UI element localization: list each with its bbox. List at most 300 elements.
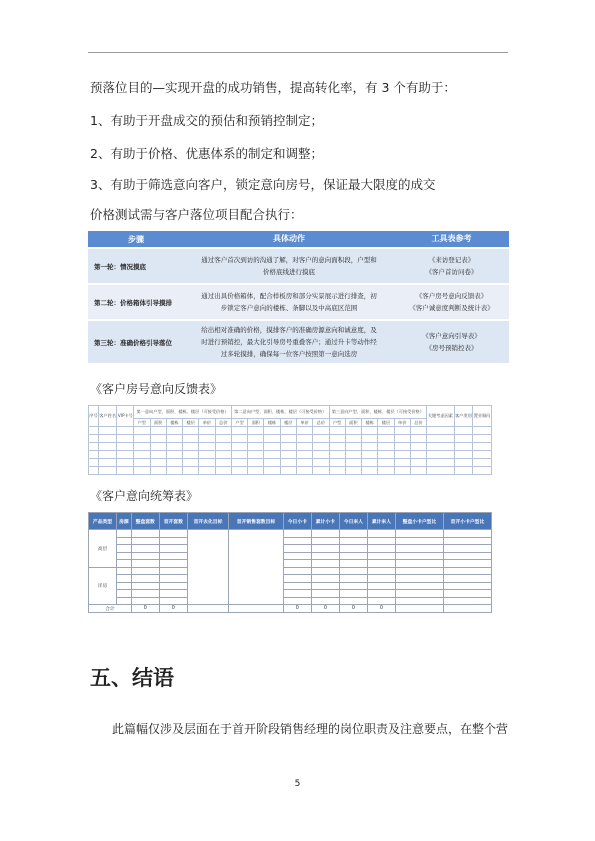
table-cell: [183, 427, 199, 435]
table-cell: [313, 459, 329, 467]
total-cell: 0: [311, 605, 339, 613]
table-cell: [117, 545, 132, 553]
table-cell: [311, 582, 339, 590]
table-row: [89, 451, 492, 459]
fb-header: 客户姓名: [98, 406, 117, 427]
table-cell: [345, 443, 361, 451]
table-cell: [248, 427, 264, 435]
table-cell: [159, 597, 187, 605]
table-cell: [454, 459, 473, 467]
table-row: [89, 552, 492, 560]
action-line: 时进行预销控，最大化引导房号重叠客户；通过升卡等动作经: [201, 338, 377, 346]
table-cell: [231, 443, 247, 451]
summary-header: 首开去化目标: [187, 513, 228, 530]
table-cell: [329, 435, 345, 443]
fb-subheader: 楼栋: [166, 419, 182, 427]
table-cell: [473, 451, 492, 459]
closing-text: 此篇幅仅涉及层面在于首开阶段销售经理的岗位职责及注意要点，在整个营: [112, 722, 509, 736]
table-cell: [117, 575, 132, 583]
table-cell: [150, 427, 166, 435]
table-cell: [229, 530, 284, 605]
table-cell: [394, 427, 410, 435]
table-cell: [183, 459, 199, 467]
table-cell: [231, 427, 247, 435]
table-cell: [264, 427, 280, 435]
table-cell: [473, 435, 492, 443]
table-cell: [313, 443, 329, 451]
fb-subheader: 户型: [134, 419, 150, 427]
table-cell: [410, 459, 426, 467]
table-cell: [183, 435, 199, 443]
total-cell: [395, 605, 443, 613]
summary-header: 首开套数: [159, 513, 187, 530]
table-cell: [311, 545, 339, 553]
table-cell: [117, 560, 132, 568]
table-cell: [339, 567, 367, 575]
table-row: [89, 530, 492, 538]
table-cell: [283, 545, 311, 553]
total-cell: 0: [131, 605, 159, 613]
table-cell: [131, 590, 159, 598]
tool-ref: 《客户房号意向反馈表》: [415, 292, 488, 300]
table-cell: [395, 575, 443, 583]
action-line: 通过客户首次到访的沟通了解，对客户的意向面积段，户型和: [201, 256, 377, 264]
table-cell: [362, 451, 378, 459]
table-cell: [395, 582, 443, 590]
step-name: 第二轮：价格箱体引导摸排: [94, 298, 172, 307]
total-cell: 0: [283, 605, 311, 613]
table-cell: [117, 552, 132, 560]
table-cell: [367, 567, 395, 575]
table-cell: [117, 467, 134, 475]
fb-subheader: 楼栋: [362, 419, 378, 427]
fb-header: 序号: [89, 406, 99, 427]
table-cell: [443, 560, 491, 568]
table-cell: [264, 443, 280, 451]
table-cell: [283, 530, 311, 538]
table-cell: [394, 435, 410, 443]
table-cell: [329, 443, 345, 451]
section-heading: 五、结语: [90, 666, 174, 690]
table-cell: [339, 597, 367, 605]
table-cell: [454, 427, 473, 435]
table-cell: [264, 451, 280, 459]
table-cell: [311, 575, 339, 583]
table-cell: [248, 435, 264, 443]
table-row: [89, 443, 492, 451]
table-cell: [410, 467, 426, 475]
table-cell: [362, 467, 378, 475]
table-cell: [362, 443, 378, 451]
table-cell: [215, 435, 231, 443]
table-cell: [199, 459, 215, 467]
table-cell: [131, 545, 159, 553]
fb-subheader: 单价: [199, 419, 215, 427]
step-row: [88, 249, 509, 283]
table-cell: [394, 451, 410, 459]
table-cell: [215, 443, 231, 451]
table-cell: [134, 467, 150, 475]
table-cell: [283, 582, 311, 590]
table-cell: [117, 459, 134, 467]
table-cell: [454, 435, 473, 443]
summary-header: 首开小卡户型比: [443, 513, 491, 530]
table-cell: [159, 567, 187, 575]
table-cell: [159, 575, 187, 583]
total-cell: [187, 605, 228, 613]
fb-subheader: 楼层: [183, 419, 199, 427]
table-row: [89, 467, 492, 475]
table-cell: [443, 545, 491, 553]
table-cell: [473, 427, 492, 435]
table-cell: [329, 459, 345, 467]
table-cell: [150, 451, 166, 459]
fb-subheader: 面积: [345, 419, 361, 427]
step-row: [88, 285, 509, 319]
table-cell: [131, 537, 159, 545]
table-cell: [183, 467, 199, 475]
summary-table: [88, 512, 492, 613]
table-cell: [215, 467, 231, 475]
table-row: [89, 575, 492, 583]
fb-subheader: 总价: [313, 419, 329, 427]
action-line: 通过出具价格箱体，配合样板房和部分实景展示进行排查，初: [201, 292, 377, 300]
table-cell: [159, 582, 187, 590]
table-cell: [89, 435, 99, 443]
table-cell: [89, 443, 99, 451]
summary-header: 累计小卡: [311, 513, 339, 530]
summary-header: 首开销售套数目标: [229, 513, 284, 530]
table-cell: [183, 443, 199, 451]
table-cell: [231, 459, 247, 467]
table-cell: [231, 435, 247, 443]
table-cell: [117, 435, 134, 443]
summary-header: 房源: [117, 513, 132, 530]
table-cell: [280, 427, 296, 435]
table-cell: [264, 435, 280, 443]
fb-header: 置业顾问: [473, 406, 492, 427]
total-label: 合计: [89, 605, 132, 613]
tool-ref: 《客户首访问卷》: [425, 268, 478, 276]
table-cell: [199, 427, 215, 435]
table-cell: [311, 597, 339, 605]
table-cell: [296, 459, 312, 467]
table-cell: [131, 597, 159, 605]
table-cell: [367, 560, 395, 568]
page-number: 5: [294, 779, 301, 789]
table-cell: [199, 443, 215, 451]
table-cell: [395, 545, 443, 553]
table-cell: [296, 435, 312, 443]
summary-header: 累计来人: [367, 513, 395, 530]
table-cell: [339, 560, 367, 568]
point-1: 1、有助于开盘成交的预估和预销控制定；: [90, 113, 323, 128]
table-cell: [131, 560, 159, 568]
table-cell: [248, 459, 264, 467]
table-cell: [410, 435, 426, 443]
intro-text: 预落位目的—实现开盘的成功销售，提高转化率，有 3 个有助于：: [90, 80, 456, 95]
table-cell: [117, 530, 132, 538]
table-cell: [98, 467, 117, 475]
table-cell: [199, 467, 215, 475]
table-cell: [296, 443, 312, 451]
table-cell: [296, 451, 312, 459]
step-name: 第三轮：准确价格引导落位: [94, 338, 172, 347]
header-action: 具体动作: [273, 234, 305, 243]
table-cell: [378, 467, 394, 475]
table-cell: [131, 552, 159, 560]
table-cell: [394, 443, 410, 451]
table-cell: [427, 443, 454, 451]
table-cell: [98, 451, 117, 459]
table-cell: [454, 467, 473, 475]
fb-subheader: 面积: [150, 419, 166, 427]
table-cell: [280, 467, 296, 475]
summary-header: 整盘套数: [131, 513, 159, 530]
table-cell: [395, 552, 443, 560]
table-cell: [345, 427, 361, 435]
fb-header: VIP卡号: [117, 406, 134, 427]
table-row: [89, 567, 492, 575]
table-cell: [311, 590, 339, 598]
fb-group-header: 第二意向户型、面积、楼栋、楼层（可接受价格）: [231, 406, 329, 419]
table-cell: [367, 590, 395, 598]
steps-table: [88, 231, 509, 363]
table-cell: [395, 597, 443, 605]
total-cell: [229, 605, 284, 613]
table-row: [89, 590, 492, 598]
steps-header: [88, 231, 509, 247]
table-cell: [166, 443, 182, 451]
table-cell: [215, 451, 231, 459]
table-cell: [367, 537, 395, 545]
table-cell: [134, 443, 150, 451]
fb-subheader: 面积: [248, 419, 264, 427]
table-cell: [248, 451, 264, 459]
table-cell: [89, 427, 99, 435]
table-cell: [98, 443, 117, 451]
table-cell: [280, 459, 296, 467]
header-tools: 工具表参考: [431, 234, 472, 243]
table-cell: [443, 590, 491, 598]
table-cell: [395, 590, 443, 598]
tool-ref: 《来访登记表》: [428, 256, 475, 264]
table-cell: [150, 435, 166, 443]
table-cell: [215, 427, 231, 435]
table-cell: [427, 451, 454, 459]
fb-subheader: 楼层: [378, 419, 394, 427]
table-cell: [283, 575, 311, 583]
table-row: [89, 537, 492, 545]
table-row: [89, 435, 492, 443]
table-cell: [150, 443, 166, 451]
table-cell: [410, 451, 426, 459]
table-cell: [443, 530, 491, 538]
table-cell: [283, 552, 311, 560]
table-cell: [264, 467, 280, 475]
table-cell: [367, 552, 395, 560]
summary-title: 《客户意向统筹表》: [90, 489, 199, 503]
fb-group-header: 第三意向户型、面积、楼栋、楼层（可接受价格）: [329, 406, 427, 419]
fb-subheader: 总价: [215, 419, 231, 427]
action-line: 步锁定客户意向的楼栋、条脚以及中高底区范围: [220, 304, 358, 312]
action-line: 过多轮摸排，确保每一位客户按照第一意向选房: [220, 350, 358, 358]
table-cell: [117, 597, 132, 605]
table-cell: [367, 545, 395, 553]
price-note: 价格测试需与客户落位项目配合执行：: [90, 207, 303, 222]
table-cell: [131, 567, 159, 575]
table-cell: [183, 451, 199, 459]
table-cell: [280, 435, 296, 443]
table-cell: [395, 537, 443, 545]
table-cell: [443, 537, 491, 545]
table-cell: [378, 435, 394, 443]
table-cell: [311, 530, 339, 538]
table-cell: [339, 582, 367, 590]
table-cell: [345, 435, 361, 443]
table-cell: [283, 567, 311, 575]
summary-header: 产品类型: [89, 513, 117, 530]
table-cell: [378, 443, 394, 451]
fb-subheader: 单价: [296, 419, 312, 427]
table-cell: [89, 459, 99, 467]
table-cell: [159, 552, 187, 560]
table-cell: [454, 451, 473, 459]
summary-header: 整盘小卡户型比: [395, 513, 443, 530]
table-cell: [89, 467, 99, 475]
point-2: 2、有助于价格、优惠体系的制定和调整；: [90, 146, 323, 161]
table-cell: [311, 567, 339, 575]
fb-subheader: 单价: [394, 419, 410, 427]
total-cell: 0: [339, 605, 367, 613]
table-cell: [311, 537, 339, 545]
table-cell: [166, 459, 182, 467]
table-cell: [159, 590, 187, 598]
table-cell: [367, 582, 395, 590]
fb-group-header: 第一意向户型、面积、楼栋、楼层（可接受价格）: [134, 406, 232, 419]
action-line: 给出相对准确的价格，摸排客户的准确房源意向和诚意度，及: [201, 326, 377, 334]
total-row: [89, 605, 492, 613]
table-cell: [89, 451, 99, 459]
table-cell: [311, 560, 339, 568]
table-cell: [131, 530, 159, 538]
header-step: 步骤: [128, 234, 144, 244]
table-cell: [443, 567, 491, 575]
table-row: [89, 427, 492, 435]
table-cell: [443, 597, 491, 605]
table-cell: [427, 427, 454, 435]
total-cell: 0: [367, 605, 395, 613]
table-cell: [150, 459, 166, 467]
tool-ref: 《房号预销控表》: [425, 344, 478, 352]
table-cell: [339, 537, 367, 545]
table-cell: [367, 530, 395, 538]
table-cell: [410, 427, 426, 435]
table-cell: [117, 451, 134, 459]
fb-subheader: 总价: [410, 419, 426, 427]
total-cell: 0: [159, 605, 187, 613]
table-row: [89, 545, 492, 553]
table-cell: [339, 590, 367, 598]
table-cell: [296, 427, 312, 435]
table-cell: [394, 467, 410, 475]
table-cell: [166, 467, 182, 475]
table-cell: [329, 467, 345, 475]
header-rule: [88, 52, 508, 53]
table-cell: [454, 443, 473, 451]
table-cell: [427, 435, 454, 443]
table-cell: [395, 530, 443, 538]
table-cell: [296, 467, 312, 475]
table-cell: [150, 467, 166, 475]
table-cell: [339, 575, 367, 583]
table-cell: [427, 467, 454, 475]
table-cell: [264, 459, 280, 467]
table-cell: [166, 451, 182, 459]
table-cell: [98, 427, 117, 435]
table-cell: [367, 597, 395, 605]
table-cell: [166, 435, 182, 443]
table-cell: [134, 427, 150, 435]
fb-header: 客户类别: [454, 406, 473, 427]
feedback-title: 《客户房号意向反馈表》: [90, 382, 223, 396]
action-line: 价格底线进行摸底: [263, 268, 315, 276]
table-cell: [311, 552, 339, 560]
table-cell: [339, 545, 367, 553]
point-3: 3、有助于筛选意向客户，锁定意向房号，保证最大限度的成交: [90, 177, 436, 192]
tool-ref: 《客户诚意度判断及统计表》: [409, 304, 494, 312]
table-cell: [362, 459, 378, 467]
table-cell: [395, 567, 443, 575]
table-cell: [98, 459, 117, 467]
table-cell: [313, 467, 329, 475]
table-cell: [134, 435, 150, 443]
table-cell: [117, 537, 132, 545]
table-cell: [362, 427, 378, 435]
table-cell: [117, 427, 134, 435]
table-row: [89, 597, 492, 605]
table-cell: [367, 575, 395, 583]
table-cell: [117, 590, 132, 598]
table-cell: [131, 582, 159, 590]
table-cell: [329, 427, 345, 435]
table-cell: [443, 552, 491, 560]
table-cell: [283, 597, 311, 605]
table-row: [89, 560, 492, 568]
summary-header: 今日小卡: [283, 513, 311, 530]
table-cell: [159, 530, 187, 538]
table-cell: [473, 459, 492, 467]
summary-header: 今日来人: [339, 513, 367, 530]
table-cell: [283, 537, 311, 545]
table-cell: [345, 459, 361, 467]
table-cell: [248, 467, 264, 475]
table-cell: [134, 459, 150, 467]
step-row: [88, 321, 509, 363]
fb-subheader: 楼栋: [264, 419, 280, 427]
table-cell: [378, 427, 394, 435]
table-cell: [248, 443, 264, 451]
table-cell: [117, 567, 132, 575]
product-type-cell: 洋房: [89, 567, 117, 605]
tool-ref: 《客户意向引导表》: [422, 332, 481, 340]
table-cell: [313, 427, 329, 435]
table-cell: [378, 451, 394, 459]
summary-header-row: [89, 513, 492, 530]
table-cell: [215, 459, 231, 467]
table-cell: [443, 582, 491, 590]
table-row: [89, 582, 492, 590]
